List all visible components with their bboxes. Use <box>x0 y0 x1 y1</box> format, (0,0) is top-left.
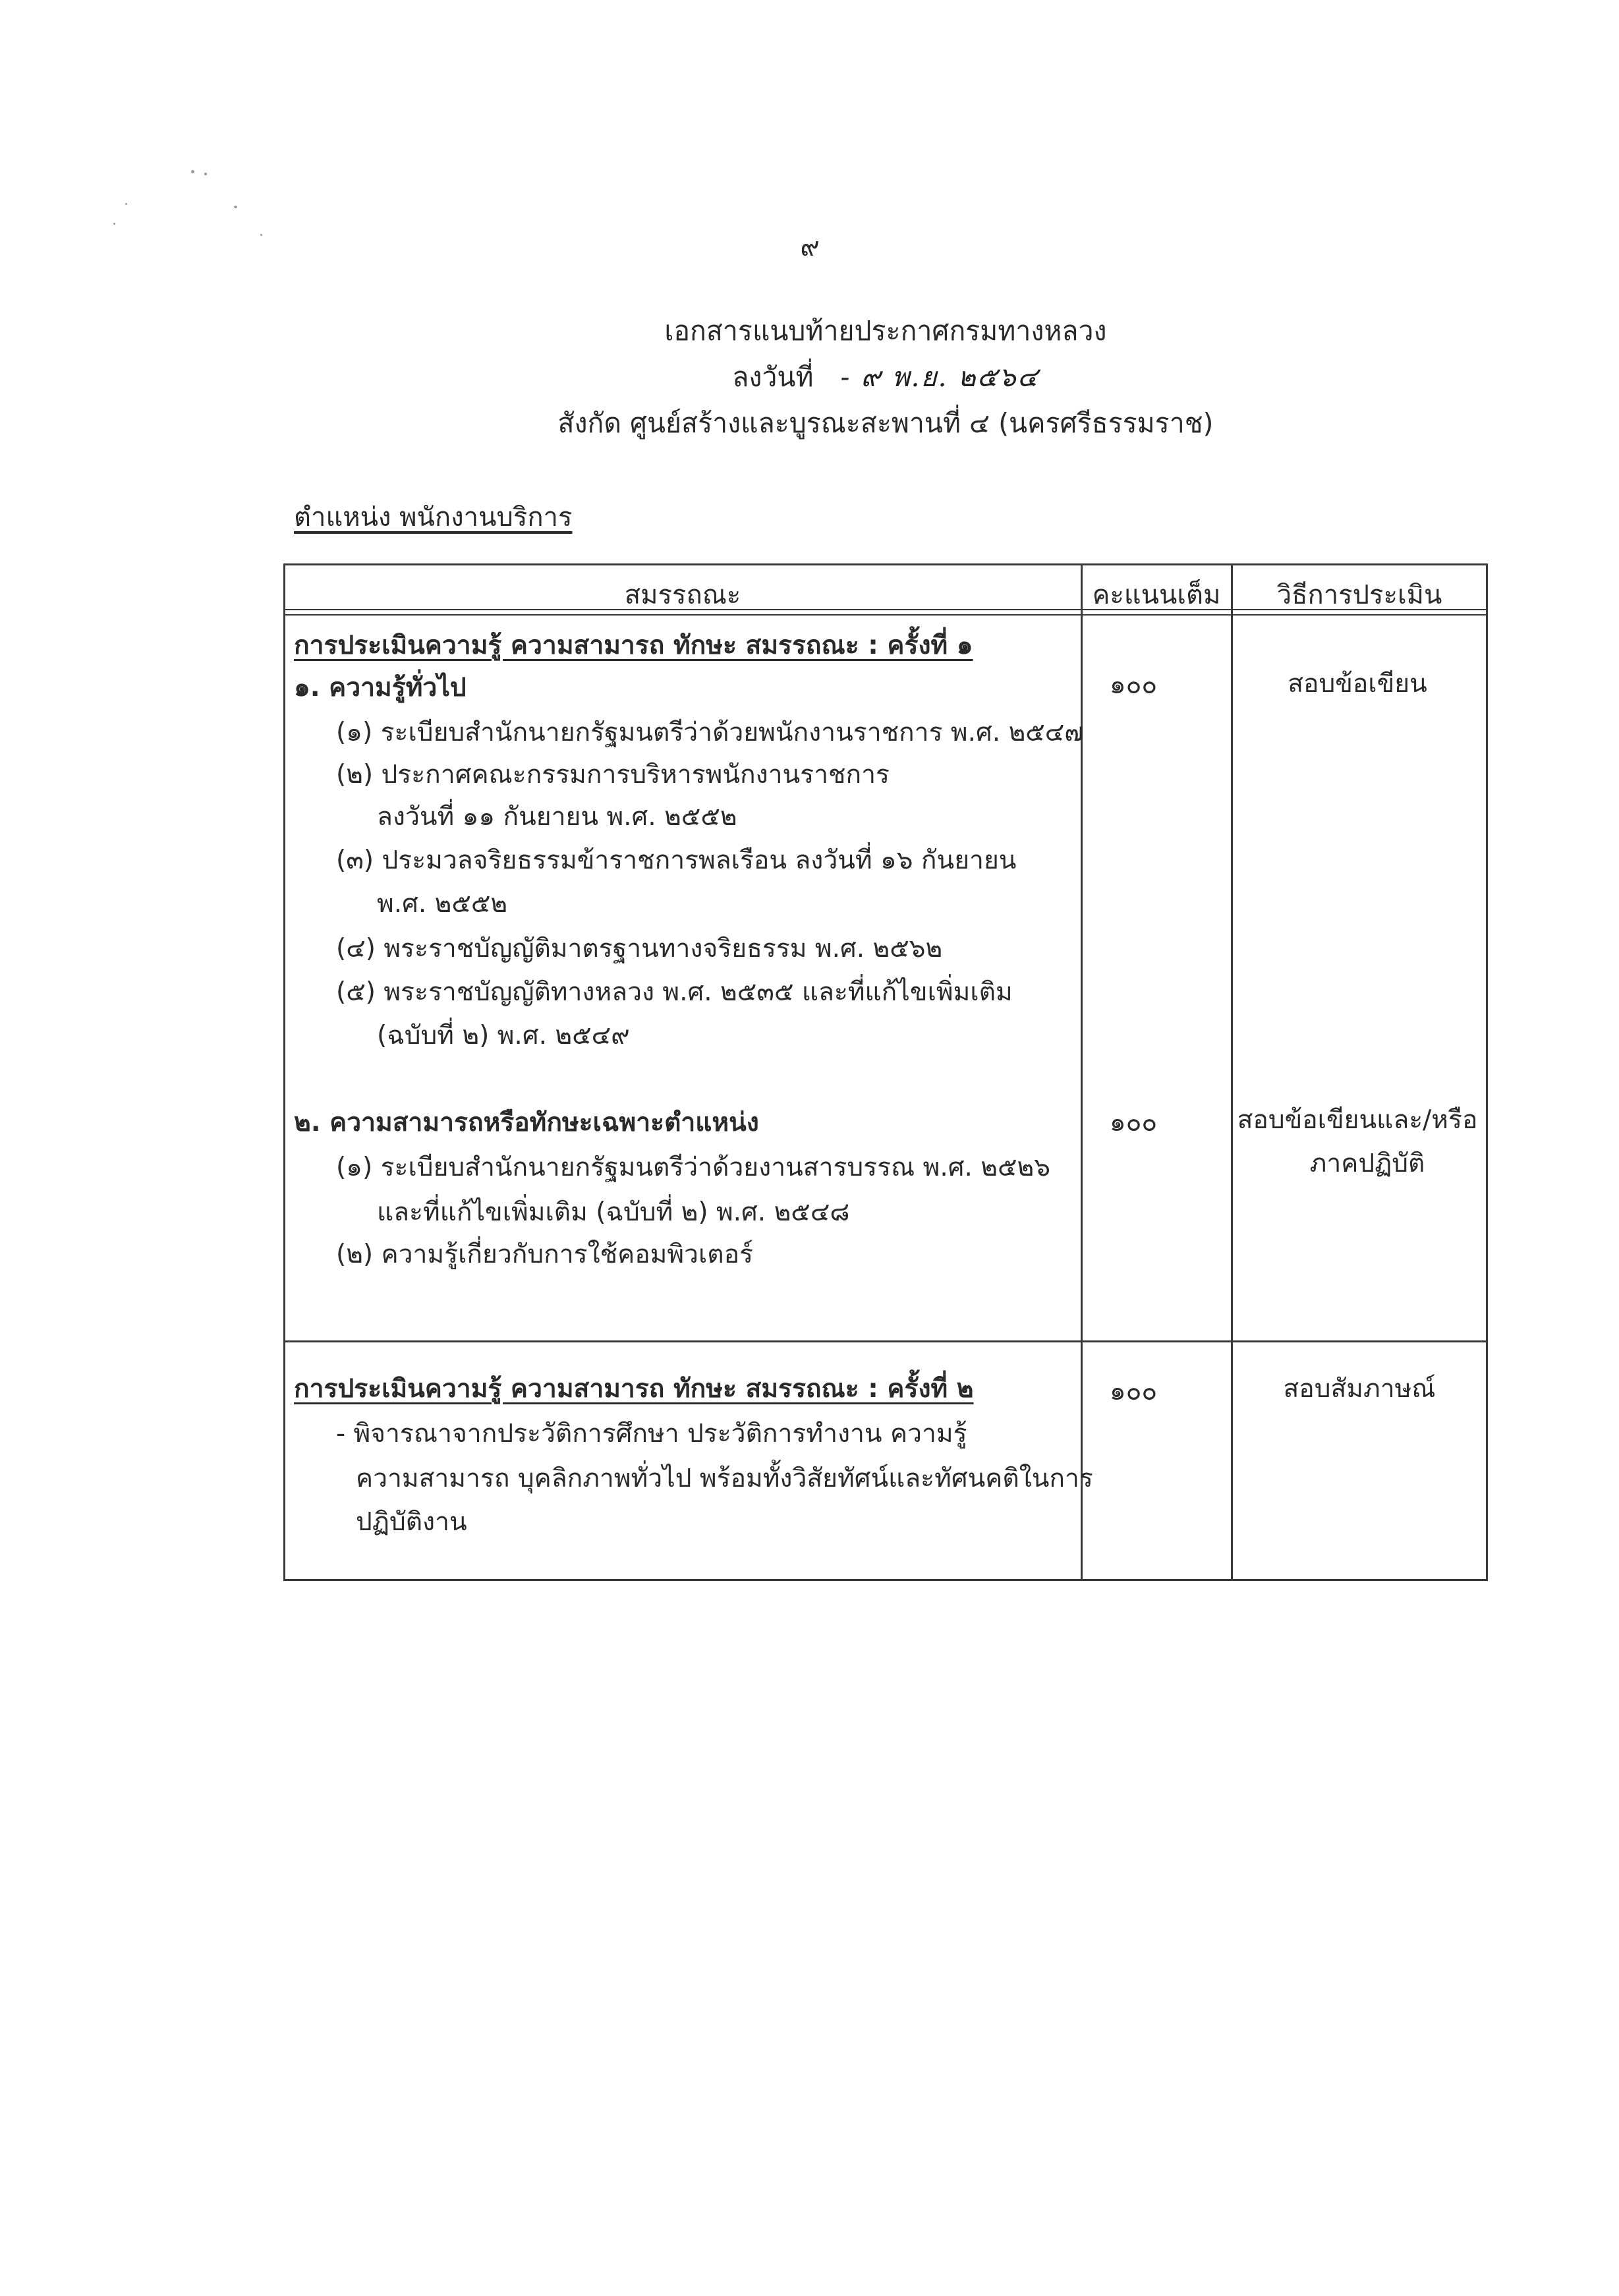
section1-item: (๓) ประมวลจริยธรรมข้าราชการพลเรือน ลงวันที่ ๑๖ กันยายน <box>336 846 1017 875</box>
round2-description: - พิจารณาจากประวัติการศึกษา ประวัติการทำงาน ความรู้ <box>336 1419 967 1449</box>
section1-item: (๔) พระราชบัญญัติมาตรฐานทางจริยธรรม พ.ศ. ๒๕๖๒ <box>336 934 943 963</box>
scan-speck <box>125 203 127 205</box>
section1-heading: ๑. ความรู้ทั่วไป <box>294 673 467 703</box>
round2-score: ๑๐๐ <box>1109 1377 1158 1406</box>
section2-score: ๑๐๐ <box>1109 1108 1158 1137</box>
round2-method: สอบสัมภาษณ์ <box>1283 1374 1436 1404</box>
section1-score: ๑๐๐ <box>1109 670 1158 700</box>
section2-item: (๑) ระเบียบสำนักนายกรัฐมนตรีว่าด้วยงานสารบรรณ พ.ศ. ๒๕๒๖ <box>336 1153 1050 1182</box>
date-stamp: - ๙ พ.ย. ๒๕๖๔ <box>840 361 1039 393</box>
scan-speck <box>191 170 194 173</box>
section1-item: (๕) พระราชบัญญัติทางหลวง พ.ศ. ๒๕๓๕ และที่แก้ไขเพิ่มเติม <box>336 977 1013 1007</box>
round2-title: การประเมินความรู้ ความสามารถ ทักษะ สมรรถณะ : ครั้งที่ ๒ <box>294 1374 974 1404</box>
affiliation-line: สังกัด ศูนย์สร้างและบูรณะสะพานที่ ๔ (นครศรีธรรมราช) <box>557 407 1214 439</box>
section2-method-line1: สอบข้อเขียนและ/หรือ <box>1237 1105 1478 1135</box>
round1-title: การประเมินความรู้ ความสามารถ ทักษะ สมรรถณะ : ครั้งที่ ๑ <box>294 631 973 660</box>
section1-item: ลงวันที่ ๑๑ กันยายน พ.ศ. ๒๕๕๒ <box>377 802 737 832</box>
header-full-score: คะแนนเต็ม <box>1092 580 1221 610</box>
scan-speck <box>204 173 207 175</box>
section1-item: (๑) ระเบียบสำนักนายกรัฐมนตรีว่าด้วยพนักงานราชการ พ.ศ. ๒๕๔๗ <box>336 718 1084 747</box>
table-border-bottom <box>283 1579 1488 1581</box>
section1-method: สอบข้อเขียน <box>1288 669 1427 699</box>
announcement-date-line <box>732 356 1039 399</box>
round-divider <box>283 1340 1488 1342</box>
section2-method-line2: ภาคปฏิบัติ <box>1309 1149 1425 1178</box>
section2-item: และที่แก้ไขเพิ่มเติม (ฉบับที่ ๒) พ.ศ. ๒๕๔๘ <box>377 1197 850 1227</box>
scan-speck <box>260 234 262 236</box>
section1-item: (๒) ประกาศคณะกรรมการบริหารพนักงานราชการ <box>336 760 890 789</box>
table-border-left <box>283 563 285 1581</box>
section2-heading: ๒. ความสามารถหรือทักษะเฉพาะตำแหน่ง <box>294 1108 759 1137</box>
table-border-right <box>1486 563 1488 1581</box>
column-divider <box>1231 563 1233 1581</box>
page-number: ๙ <box>800 232 820 262</box>
section2-item: (๒) ความรู้เกี่ยวกับการใช้คอมพิวเตอร์ <box>336 1240 753 1269</box>
section1-item: (ฉบับที่ ๒) พ.ศ. ๒๕๔๙ <box>377 1021 630 1050</box>
scan-speck <box>234 206 237 208</box>
round2-description: ความสามารถ บุคลิกภาพทั่วไป พร้อมทั้งวิสัยทัศน์และทัศนคติในการ <box>356 1464 1093 1493</box>
attachment-title: เอกสารแนบท้ายประกาศกรมทางหลวง <box>664 315 1107 347</box>
scan-speck <box>113 223 115 225</box>
position-title: ตำแหน่ง พนักงานบริการ <box>294 502 573 532</box>
round2-description: ปฏิบัติงาน <box>356 1507 467 1537</box>
date-label: ลงวันที่ <box>732 361 814 393</box>
table-border-top <box>283 563 1488 565</box>
header-method: วิธีการประเมิน <box>1276 580 1442 610</box>
section1-item: พ.ศ. ๒๕๕๒ <box>377 889 508 919</box>
header-competency: สมรรถณะ <box>624 580 741 610</box>
